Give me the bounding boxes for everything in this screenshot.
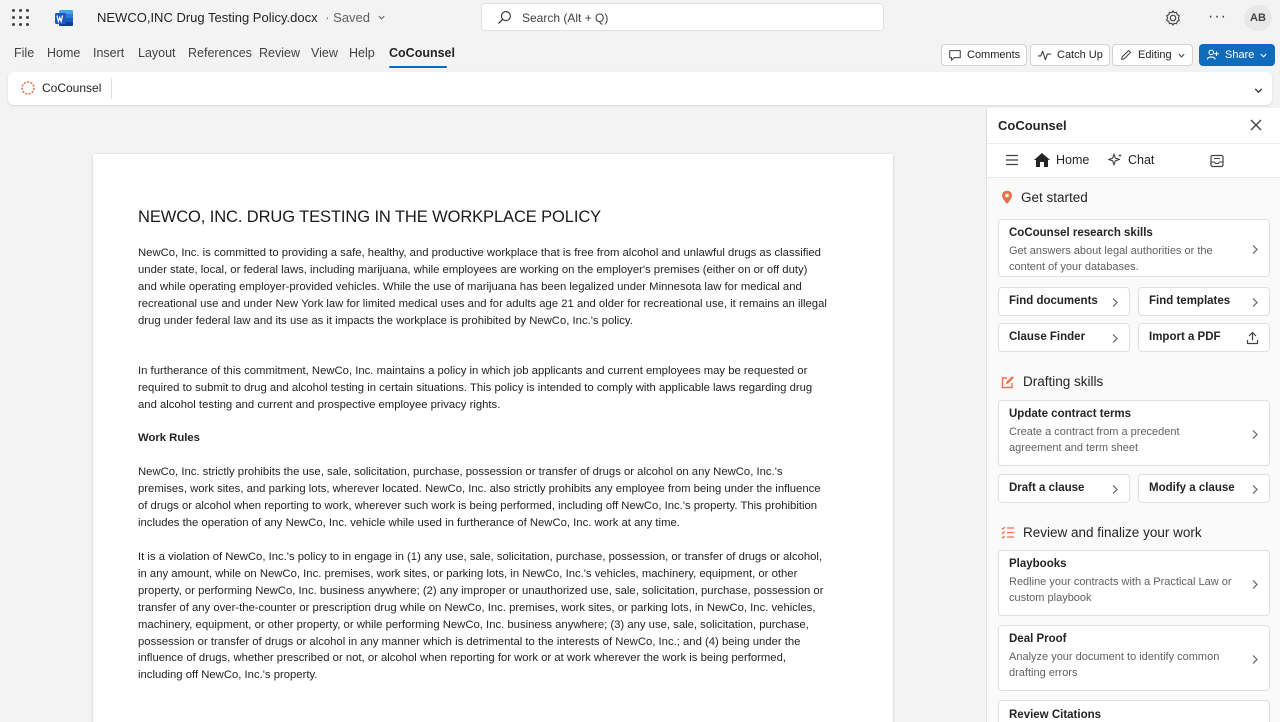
comments-button[interactable] xyxy=(941,44,1027,66)
card-draft-clause-label: Draft a clause xyxy=(1009,482,1085,494)
menu-bar xyxy=(0,36,1280,70)
cocounsel-ribbon-button[interactable] xyxy=(20,80,101,96)
comment-icon xyxy=(948,48,962,62)
share-people-icon xyxy=(1206,48,1220,62)
chevron-right-icon xyxy=(1111,297,1119,308)
ribbon xyxy=(8,72,1272,105)
panel-nav xyxy=(987,144,1280,178)
chevron-down-icon[interactable] xyxy=(1253,85,1264,96)
card-import-pdf-label: Import a PDF xyxy=(1149,331,1221,343)
nav-home[interactable] xyxy=(1033,152,1089,168)
panel-title: CoCounsel xyxy=(998,118,1067,133)
card-research-title: CoCounsel research skills xyxy=(1009,227,1153,239)
chevron-right-icon xyxy=(1251,579,1259,590)
paragraph-intro: NewCo, Inc. is committed to providing a safe, healthy, and productive workplace that is free from alcohol and unlawful drugs as classified under state, local, or federal laws, including marijuana, while employees are working on the employer's premises (either on or off duty) and while operating employer-provided vehicles. While the use of marijuana has been legalized under Minnesota law for medical and recreational use and under New York law for limited medical uses and for adults age 21 and older for recreational use, it remains an illegal drug under federal law and its use as it impacts the workplace is prohibited by NewCo, Inc.'s policy. xyxy=(138,247,827,327)
upload-icon xyxy=(1246,331,1259,345)
ribbon-divider xyxy=(111,78,112,99)
section-get-started xyxy=(1001,190,1088,205)
tab-references[interactable]: References xyxy=(188,46,252,60)
chevron-right-icon xyxy=(1251,654,1259,665)
comments-label: Comments xyxy=(967,49,1021,61)
title-bar xyxy=(0,0,1280,36)
chevron-down-icon xyxy=(1177,51,1186,60)
edit-square-icon xyxy=(1001,375,1015,389)
section-review xyxy=(1001,525,1202,540)
search-placeholder: Search (Alt + Q) xyxy=(522,11,609,25)
share-label: Share xyxy=(1225,49,1255,61)
paragraph-prohibition: NewCo, Inc. strictly prohibits the use, sale, solicitation, purchase, possession or transfer of drugs or alcohol on any NewCo, Inc.'s premises, work sites, and parking lots, wherever located. NewCo, Inc. also strictly prohibits any employee from being under the influence of drugs or alcohol when reporting to work, wherever such work is being performed, including off NewCo, Inc.'s property. This prohibition includes the operation of any NewCo, Inc. vehicle while used in furtherance of NewCo, Inc. work at any time. xyxy=(138,466,821,529)
search-box[interactable] xyxy=(481,3,884,31)
card-deal-proof-desc: Analyze your document to identify common drafting errors xyxy=(1009,651,1220,679)
card-playbooks-title: Playbooks xyxy=(1009,558,1067,570)
chevron-right-icon xyxy=(1111,333,1119,344)
editing-label: Editing xyxy=(1138,49,1172,61)
chevron-right-icon xyxy=(1251,484,1259,495)
cocounsel-panel xyxy=(986,108,1280,722)
chevron-down-icon xyxy=(1259,51,1268,60)
save-status: · Saved xyxy=(325,10,371,25)
catch-up-label: Catch Up xyxy=(1057,49,1103,61)
tab-file[interactable]: File xyxy=(14,46,35,60)
close-icon[interactable] xyxy=(1249,118,1263,132)
card-clause-finder[interactable] xyxy=(998,323,1130,352)
card-deal-proof[interactable] xyxy=(998,625,1270,691)
card-review-citations[interactable] xyxy=(998,700,1270,722)
card-update-contract-title: Update contract terms xyxy=(1009,408,1132,420)
document-page[interactable] xyxy=(93,154,893,722)
card-find-documents-label: Find documents xyxy=(1009,295,1098,307)
card-playbooks[interactable] xyxy=(998,550,1270,616)
card-find-templates-label: Find templates xyxy=(1149,295,1231,307)
card-playbooks-desc: Redline your contracts with a Practical Law or custom playbook xyxy=(1009,576,1232,604)
tab-cocounsel[interactable]: CoCounsel xyxy=(389,46,455,60)
tab-layout[interactable]: Layout xyxy=(138,46,176,60)
home-icon xyxy=(1033,152,1051,168)
tab-home[interactable]: Home xyxy=(47,46,81,60)
pencil-icon xyxy=(1119,48,1133,62)
cocounsel-logo-icon xyxy=(20,80,36,96)
card-clause-finder-label: Clause Finder xyxy=(1009,331,1086,343)
tab-view[interactable]: View xyxy=(311,46,338,60)
gear-icon[interactable] xyxy=(1164,9,1182,27)
section-review-label: Review and finalize your work xyxy=(1023,525,1202,540)
chevron-right-icon xyxy=(1111,484,1119,495)
more-options-icon[interactable]: ··· xyxy=(1208,8,1227,25)
paragraph-violations: It is a violation of NewCo, Inc.'s policy to in engage in (1) any use, sale, solicitation, purchase, possession, or transfer of drugs or alcohol, in any amount, while on NewCo, Inc. premises, work sites, or parking lots, in NewCo, Inc.'s vehicles, machinery, equipment, or other property, or performing NewCo, Inc. business anywhere; (2) any improper or unauthorized use, sale, solicitation, purchase, possession or transfer of any over-the-counter or prescription drug while on NewCo, Inc. premises, work sites, or parking lots, in NewCo, Inc. vehicles, machinery, equipment, or other property, or while performing NewCo, Inc. business anywhere; (3) any use, sale, solicitation, purchase, possession or transfer of drugs or alcohol in any manner which is detrimental to the interests of NewCo, Inc.; and (4) being under the influence of drugs, whether prescribed or not, or alcohol when reporting for work or at work wherever the work is being performed, including off NewCo, Inc.'s property. xyxy=(138,551,824,682)
active-tab-indicator xyxy=(389,66,447,68)
card-review-citations-title: Review Citations xyxy=(1009,709,1102,721)
tab-help[interactable]: Help xyxy=(349,46,375,60)
word-logo-icon xyxy=(54,8,74,28)
card-modify-clause-label: Modify a clause xyxy=(1149,482,1235,494)
card-find-templates[interactable] xyxy=(1138,287,1270,316)
nav-chat[interactable] xyxy=(1107,152,1154,168)
inbox-icon[interactable] xyxy=(1209,154,1225,168)
card-update-contract-desc: Create a contract from a precedent agreement and term sheet xyxy=(1009,426,1180,454)
section-get-started-label: Get started xyxy=(1021,190,1088,205)
share-button[interactable] xyxy=(1199,44,1275,66)
chevron-right-icon xyxy=(1251,244,1259,255)
document-title[interactable] xyxy=(97,10,386,25)
chevron-right-icon xyxy=(1251,429,1259,440)
section-drafting-label: Drafting skills xyxy=(1023,374,1104,389)
checklist-icon xyxy=(1001,526,1015,539)
chevron-right-icon xyxy=(1251,297,1259,308)
section-drafting xyxy=(1001,374,1103,389)
location-pin-icon xyxy=(1001,190,1013,205)
tab-review[interactable]: Review xyxy=(259,46,300,60)
card-find-documents[interactable] xyxy=(998,287,1130,316)
sparkle-icon xyxy=(1107,152,1123,168)
card-update-contract-terms[interactable] xyxy=(998,400,1270,466)
panel-header xyxy=(987,108,1280,144)
avatar[interactable]: AB xyxy=(1244,5,1272,31)
card-modify-clause[interactable] xyxy=(1138,474,1270,503)
nav-home-label: Home xyxy=(1056,153,1090,167)
search-icon xyxy=(497,10,512,25)
cocounsel-ribbon-label: CoCounsel xyxy=(42,81,102,95)
card-import-pdf[interactable] xyxy=(1138,323,1270,352)
catch-up-button[interactable] xyxy=(1030,44,1110,66)
document-name: NEWCO,INC Drug Testing Policy.docx xyxy=(97,10,318,25)
pulse-icon xyxy=(1037,49,1052,61)
paragraph-commitment: In furtherance of this commitment, NewCo, Inc. maintains a policy in which job applicants and current employees may be requested or required to submit to drug and alcohol testing in certain situations. This policy is intended to comply with applicable laws regarding drug and alcohol testing and current and prospective employee privacy rights. xyxy=(138,365,813,411)
card-deal-proof-title: Deal Proof xyxy=(1009,633,1067,645)
tab-insert[interactable]: Insert xyxy=(93,46,125,60)
chevron-down-icon xyxy=(377,13,386,22)
editing-mode-button[interactable] xyxy=(1112,44,1193,66)
nav-chat-label: Chat xyxy=(1128,153,1155,167)
card-draft-clause[interactable] xyxy=(998,474,1130,503)
app-launcher-icon[interactable] xyxy=(12,9,30,27)
section-heading-work-rules: Work Rules xyxy=(138,432,200,444)
card-research-desc: Get answers about legal authorities or the content of your databases. xyxy=(1009,245,1213,273)
document-heading: NEWCO, INC. DRUG TESTING IN THE WORKPLACE POLICY xyxy=(138,208,602,226)
card-research-skills[interactable] xyxy=(998,219,1270,277)
menu-icon[interactable] xyxy=(1005,154,1019,166)
